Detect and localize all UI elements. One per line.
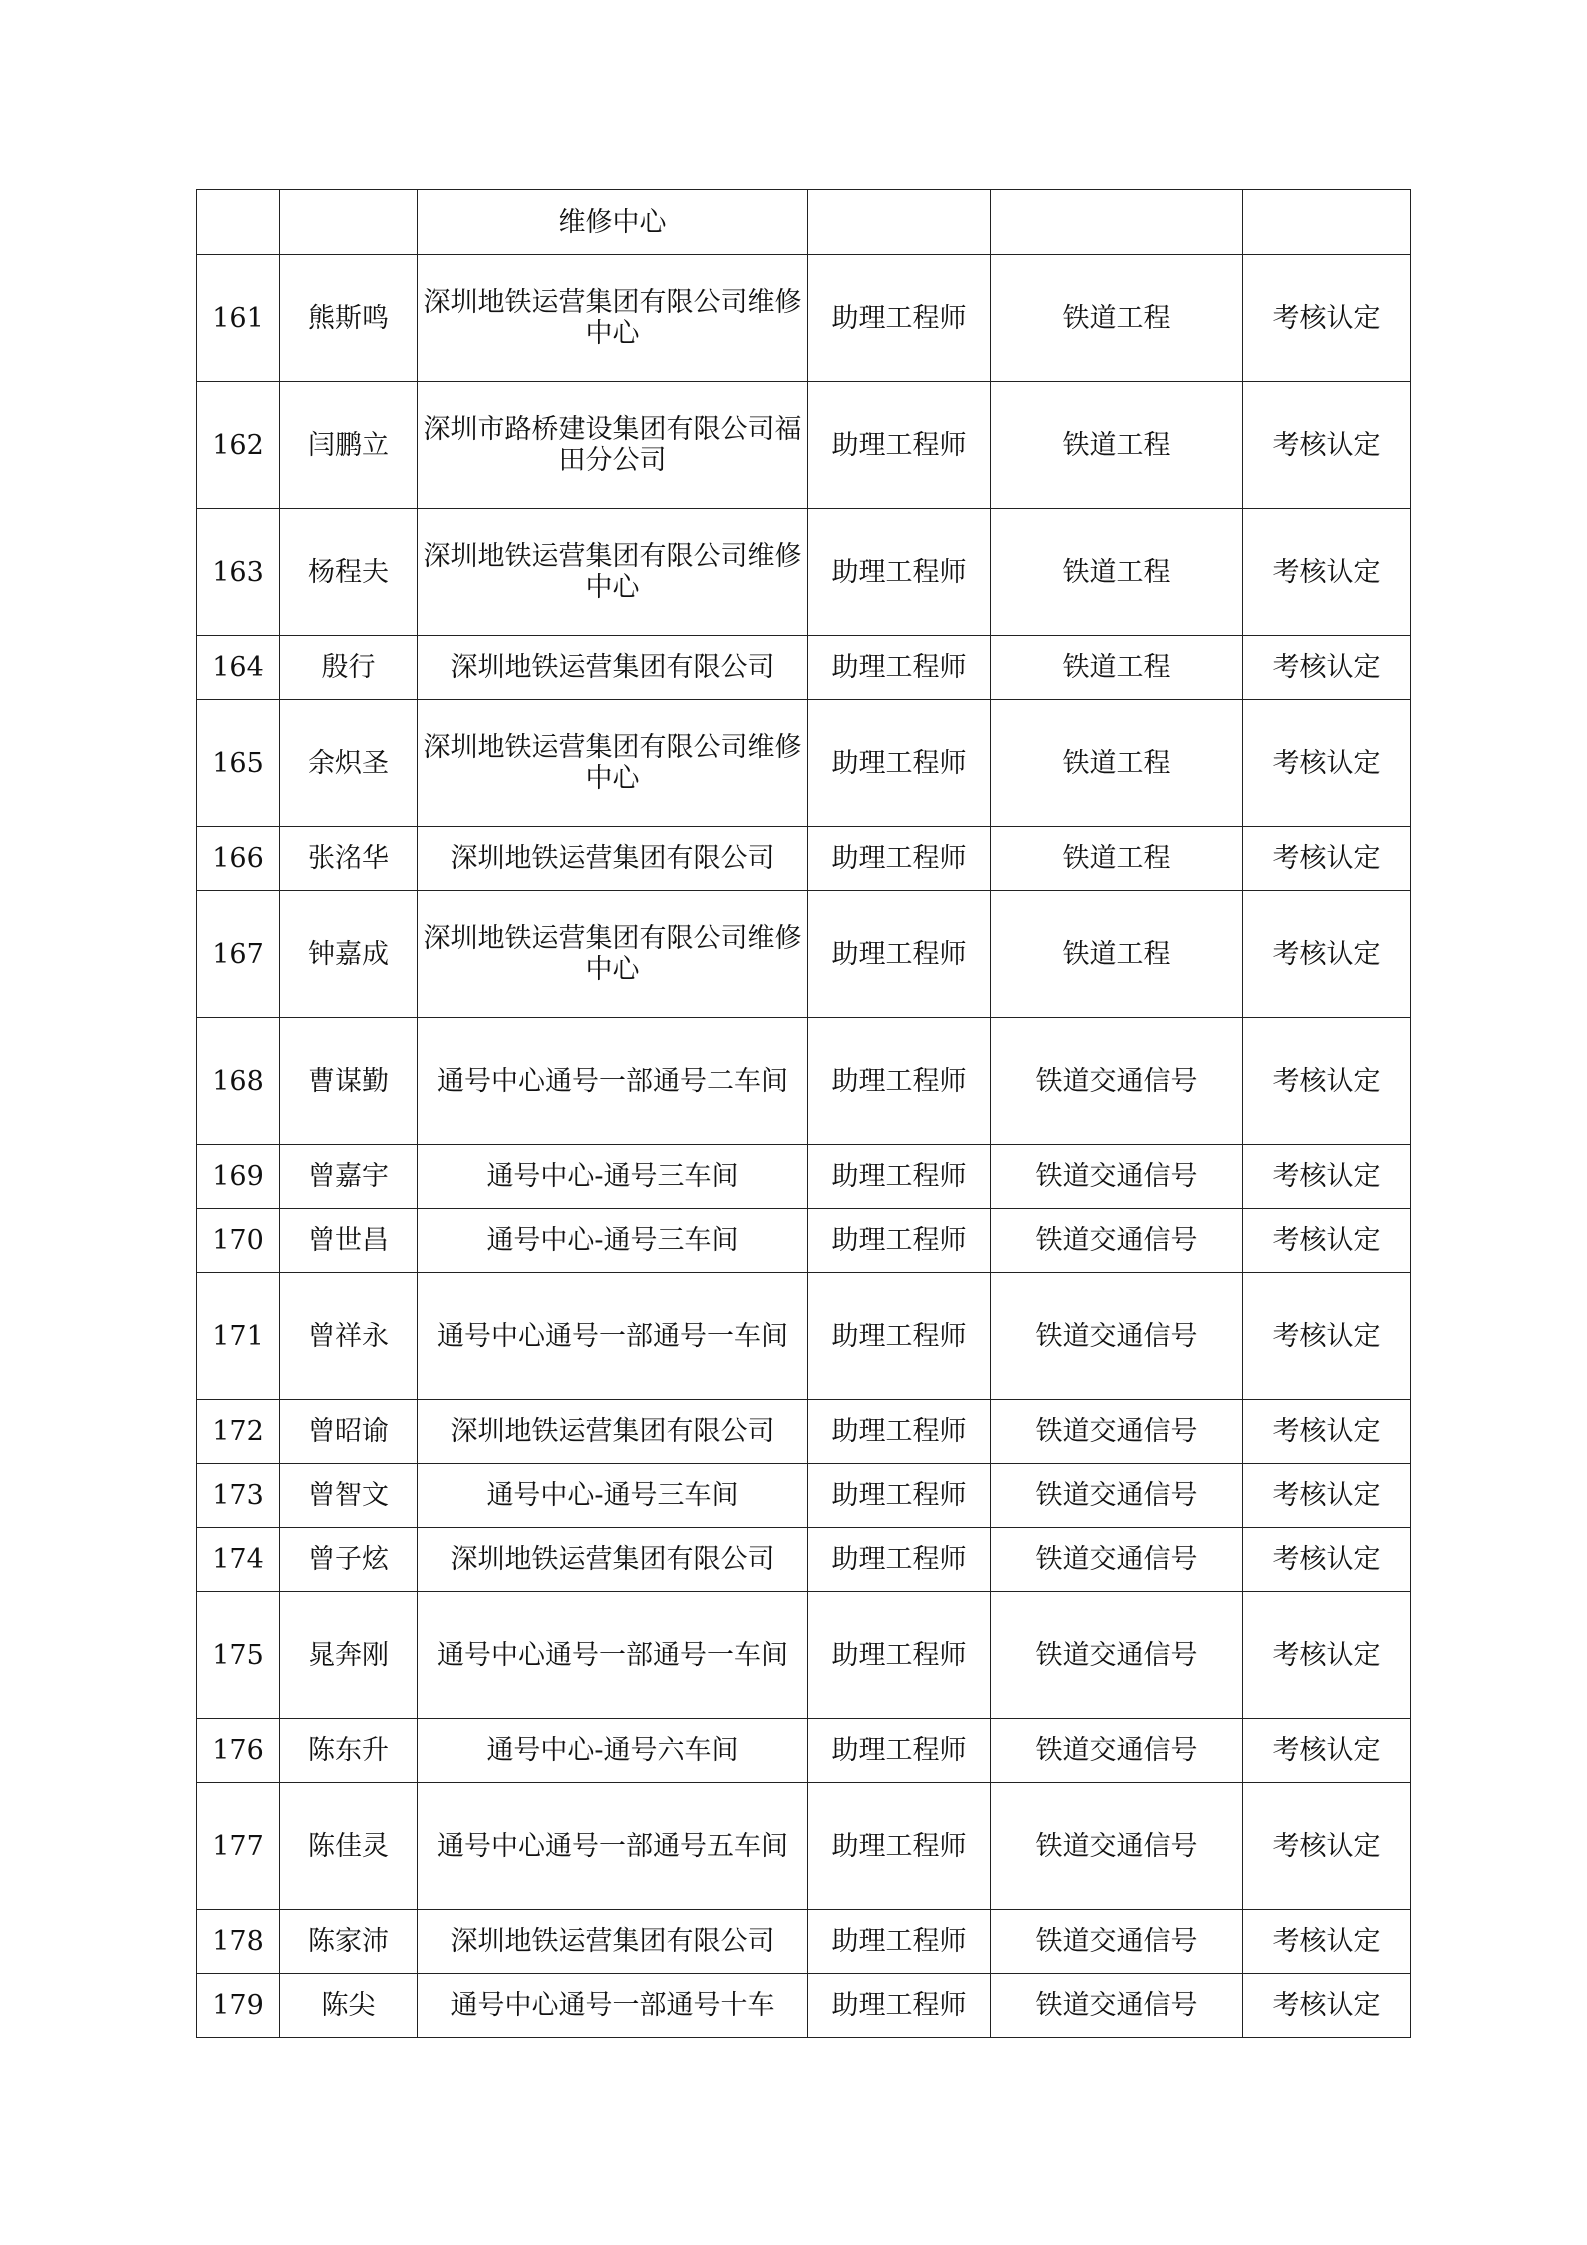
company-name: 通号中心通号一部通号五车间 <box>418 1783 808 1910</box>
table-row <box>197 1145 1411 1209</box>
major: 铁道交通信号 <box>991 1209 1243 1273</box>
table-row <box>197 1974 1411 2038</box>
company-name: 深圳地铁运营集团有限公司 <box>418 1910 808 1974</box>
assessment-method <box>1243 190 1411 255</box>
table-row <box>197 827 1411 891</box>
job-title: 助理工程师 <box>808 827 991 891</box>
job-title: 助理工程师 <box>808 700 991 827</box>
table-row <box>197 1910 1411 1974</box>
assessment-method: 考核认定 <box>1243 382 1411 509</box>
table-row <box>197 1528 1411 1592</box>
row-number: 173 <box>197 1464 280 1528</box>
person-name: 杨程夫 <box>280 509 418 636</box>
table-row <box>197 190 1411 255</box>
major: 铁道工程 <box>991 382 1243 509</box>
company-name: 通号中心通号一部通号一车间 <box>418 1592 808 1719</box>
major: 铁道工程 <box>991 636 1243 700</box>
job-title: 助理工程师 <box>808 891 991 1018</box>
row-number: 177 <box>197 1783 280 1910</box>
job-title: 助理工程师 <box>808 636 991 700</box>
row-number <box>197 190 280 255</box>
person-name: 曾世昌 <box>280 1209 418 1273</box>
person-name: 曾子炫 <box>280 1528 418 1592</box>
row-number: 162 <box>197 382 280 509</box>
job-title: 助理工程师 <box>808 1783 991 1910</box>
job-title: 助理工程师 <box>808 1018 991 1145</box>
major: 铁道交通信号 <box>991 1400 1243 1464</box>
table-row <box>197 891 1411 1018</box>
job-title: 助理工程师 <box>808 1974 991 2038</box>
person-name: 曾昭谕 <box>280 1400 418 1464</box>
row-number: 172 <box>197 1400 280 1464</box>
table-row <box>197 382 1411 509</box>
row-number: 165 <box>197 700 280 827</box>
major: 铁道交通信号 <box>991 1273 1243 1400</box>
company-name: 通号中心通号一部通号二车间 <box>418 1018 808 1145</box>
job-title: 助理工程师 <box>808 255 991 382</box>
company-name: 深圳地铁运营集团有限公司 <box>418 827 808 891</box>
assessment-method: 考核认定 <box>1243 1592 1411 1719</box>
job-title: 助理工程师 <box>808 1910 991 1974</box>
person-name: 熊斯鸣 <box>280 255 418 382</box>
person-name: 殷行 <box>280 636 418 700</box>
job-title: 助理工程师 <box>808 1273 991 1400</box>
job-title: 助理工程师 <box>808 1592 991 1719</box>
company-name: 深圳地铁运营集团有限公司 <box>418 636 808 700</box>
row-number: 166 <box>197 827 280 891</box>
company-name: 通号中心通号一部通号一车间 <box>418 1273 808 1400</box>
table-row <box>197 255 1411 382</box>
job-title: 助理工程师 <box>808 1209 991 1273</box>
assessment-method: 考核认定 <box>1243 255 1411 382</box>
table-row <box>197 1464 1411 1528</box>
row-number: 171 <box>197 1273 280 1400</box>
company-name: 深圳地铁运营集团有限公司 <box>418 1528 808 1592</box>
row-number: 161 <box>197 255 280 382</box>
table-row <box>197 700 1411 827</box>
job-title: 助理工程师 <box>808 1464 991 1528</box>
assessment-method: 考核认定 <box>1243 1400 1411 1464</box>
assessment-method: 考核认定 <box>1243 1910 1411 1974</box>
person-name: 曾祥永 <box>280 1273 418 1400</box>
major <box>991 190 1243 255</box>
assessment-method: 考核认定 <box>1243 700 1411 827</box>
company-name: 深圳地铁运营集团有限公司维修中心 <box>418 509 808 636</box>
assessment-method: 考核认定 <box>1243 1783 1411 1910</box>
major: 铁道交通信号 <box>991 1145 1243 1209</box>
job-title: 助理工程师 <box>808 1528 991 1592</box>
major: 铁道交通信号 <box>991 1783 1243 1910</box>
row-number: 170 <box>197 1209 280 1273</box>
table-row <box>197 509 1411 636</box>
major: 铁道交通信号 <box>991 1464 1243 1528</box>
major: 铁道交通信号 <box>991 1018 1243 1145</box>
job-title: 助理工程师 <box>808 1719 991 1783</box>
table-row <box>197 1209 1411 1273</box>
assessment-method: 考核认定 <box>1243 1145 1411 1209</box>
job-title: 助理工程师 <box>808 1400 991 1464</box>
row-number: 164 <box>197 636 280 700</box>
major: 铁道交通信号 <box>991 1719 1243 1783</box>
assessment-method: 考核认定 <box>1243 1209 1411 1273</box>
row-number: 169 <box>197 1145 280 1209</box>
major: 铁道交通信号 <box>991 1910 1243 1974</box>
company-name: 深圳地铁运营集团有限公司维修中心 <box>418 255 808 382</box>
person-name: 曹谋勤 <box>280 1018 418 1145</box>
table-row <box>197 1273 1411 1400</box>
company-name: 通号中心-通号六车间 <box>418 1719 808 1783</box>
row-number: 174 <box>197 1528 280 1592</box>
table-row <box>197 1400 1411 1464</box>
table-row <box>197 1719 1411 1783</box>
major: 铁道工程 <box>991 255 1243 382</box>
company-name: 通号中心-通号三车间 <box>418 1209 808 1273</box>
assessment-method: 考核认定 <box>1243 1464 1411 1528</box>
major: 铁道工程 <box>991 509 1243 636</box>
major: 铁道交通信号 <box>991 1974 1243 2038</box>
person-name: 闫鹏立 <box>280 382 418 509</box>
company-name: 深圳地铁运营集团有限公司维修中心 <box>418 891 808 1018</box>
person-name: 曾智文 <box>280 1464 418 1528</box>
row-number: 176 <box>197 1719 280 1783</box>
assessment-method: 考核认定 <box>1243 636 1411 700</box>
company-name: 深圳地铁运营集团有限公司 <box>418 1400 808 1464</box>
person-name <box>280 190 418 255</box>
company-name: 通号中心通号一部通号十车 <box>418 1974 808 2038</box>
company-name: 通号中心-通号三车间 <box>418 1464 808 1528</box>
table-row <box>197 1018 1411 1145</box>
assessment-method: 考核认定 <box>1243 1719 1411 1783</box>
assessment-method: 考核认定 <box>1243 1528 1411 1592</box>
assessment-method: 考核认定 <box>1243 827 1411 891</box>
person-name: 陈佳灵 <box>280 1783 418 1910</box>
roster-body <box>197 190 1411 2038</box>
assessment-method: 考核认定 <box>1243 1273 1411 1400</box>
company-name: 通号中心-通号三车间 <box>418 1145 808 1209</box>
person-name: 陈尖 <box>280 1974 418 2038</box>
person-name: 晁奔刚 <box>280 1592 418 1719</box>
company-name: 深圳地铁运营集团有限公司维修中心 <box>418 700 808 827</box>
job-title: 助理工程师 <box>808 1145 991 1209</box>
roster-table <box>196 189 1411 2038</box>
person-name: 张洺华 <box>280 827 418 891</box>
company-name: 维修中心 <box>418 190 808 255</box>
assessment-method: 考核认定 <box>1243 1974 1411 2038</box>
person-name: 余炽圣 <box>280 700 418 827</box>
row-number: 163 <box>197 509 280 636</box>
major: 铁道工程 <box>991 827 1243 891</box>
table-row <box>197 636 1411 700</box>
assessment-method: 考核认定 <box>1243 509 1411 636</box>
job-title <box>808 190 991 255</box>
major: 铁道交通信号 <box>991 1592 1243 1719</box>
major: 铁道工程 <box>991 891 1243 1018</box>
row-number: 167 <box>197 891 280 1018</box>
person-name: 陈家沛 <box>280 1910 418 1974</box>
company-name: 深圳市路桥建设集团有限公司福田分公司 <box>418 382 808 509</box>
row-number: 179 <box>197 1974 280 2038</box>
table-row <box>197 1783 1411 1910</box>
row-number: 175 <box>197 1592 280 1719</box>
job-title: 助理工程师 <box>808 509 991 636</box>
table-row <box>197 1592 1411 1719</box>
assessment-method: 考核认定 <box>1243 1018 1411 1145</box>
row-number: 168 <box>197 1018 280 1145</box>
person-name: 陈东升 <box>280 1719 418 1783</box>
person-name: 曾嘉宇 <box>280 1145 418 1209</box>
row-number: 178 <box>197 1910 280 1974</box>
major: 铁道工程 <box>991 700 1243 827</box>
person-name: 钟嘉成 <box>280 891 418 1018</box>
assessment-method: 考核认定 <box>1243 891 1411 1018</box>
major: 铁道交通信号 <box>991 1528 1243 1592</box>
job-title: 助理工程师 <box>808 382 991 509</box>
